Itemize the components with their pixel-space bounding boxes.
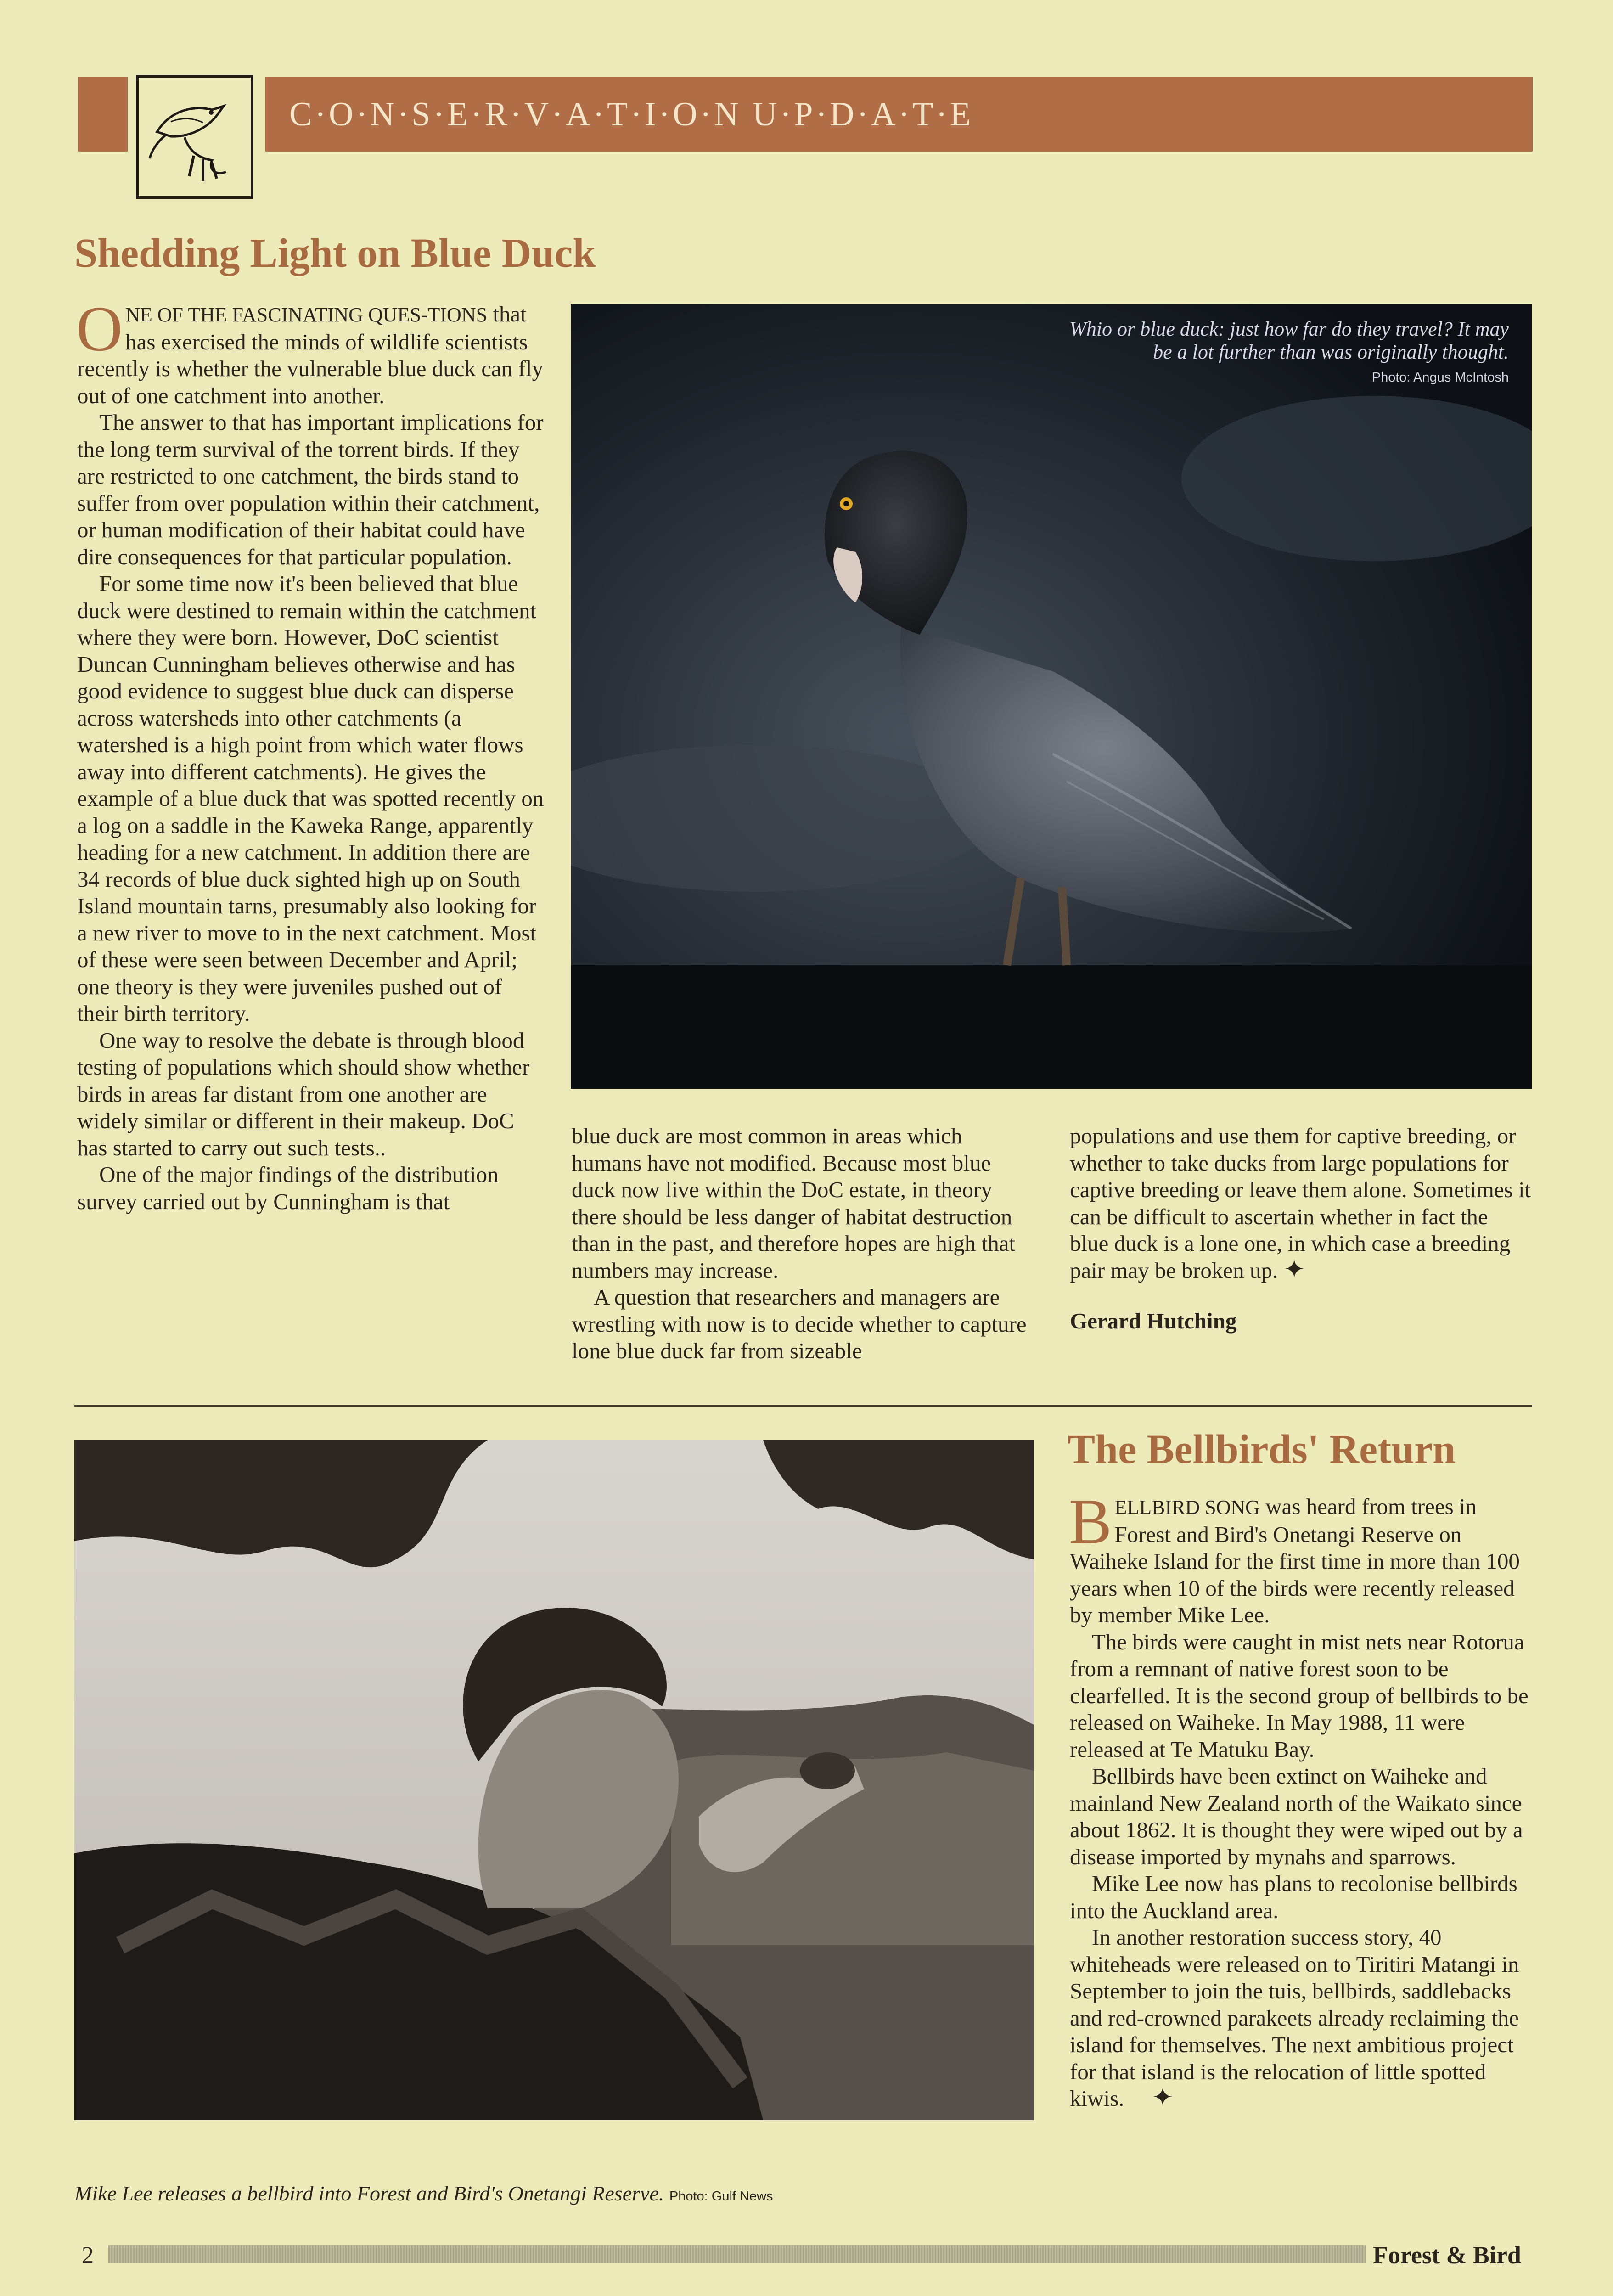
paragraph-text: that has exercised the minds of wildlife scientists recently is whether the vulnerable blue duck can fly out of one catchment into another. — [77, 301, 543, 408]
paragraph: Bellbirds have been extinct on Waiheke and mainland New Zealand north of the Waikato since about 1862. It is thought they were wiped out by a disease imported by mynahs and sparrows. — [1070, 1763, 1523, 1869]
lead-caps: ELLBIRD SONG — [1114, 1496, 1260, 1519]
paragraph-text: populations and use them for captive breeding, or whether to take ducks from large populations for captive breeding or leave them alone. Sometimes it can be difficult to ascertain whether in fact the blue duck is a lone one, in which case a breeding pair may be broken up. — [1070, 1123, 1531, 1283]
caption-text: Whio or blue duck: just how far do they travel? It may be a lot further than was originally thought. — [1069, 318, 1509, 363]
lead-paragraph — [1069, 1486, 1534, 1629]
section-title: C·O·N·S·E·R·V·A·T·I·O·N U·P·D·A·T·E — [289, 96, 974, 133]
footer-bar — [108, 2245, 1366, 2263]
photo-credit: Photo: Angus McIntosh — [1371, 370, 1509, 385]
article-headline: The Bellbirds' Return — [1068, 1427, 1456, 1472]
paragraph: One of the major findings of the distribution survey carried out by Cunningham is that — [77, 1162, 499, 1214]
drop-cap: O — [76, 293, 123, 365]
author-byline: Gerard Hutching — [1070, 1308, 1237, 1334]
paragraph-text: In another restoration success story, 40 whiteheads were released on to Tiritiri Matangi in September to join the tuis, bellbirds, saddlebacks and red-crowned parakeets already reclaiming the island for themselves. The next ambitious project for that island is the relocation of little spotted kiwis. — [1070, 1925, 1519, 2111]
article-headline: Shedding Light on Blue Duck — [74, 231, 596, 276]
paragraph — [1070, 1924, 1534, 2112]
bird-logo-icon — [136, 75, 253, 199]
publication-name: Forest & Bird — [1373, 2241, 1521, 2269]
article-column-3 — [1070, 1123, 1532, 1380]
mike-lee-photo — [74, 1440, 1034, 2120]
paragraph — [1070, 1123, 1532, 1284]
end-mark-bird-icon: ✦ — [1152, 2083, 1174, 2112]
paragraph: The answer to that has important implications for the long term survival of the torrent birds. If they are restricted to one catchment, the birds stand to suffer from over population within their catchment, or human modification of their habitat could have dire consequences for that particular population. — [77, 410, 544, 569]
photo-credit: Photo: Gulf News — [669, 2189, 773, 2204]
lead-paragraph — [76, 293, 545, 409]
blue-duck-photo — [571, 304, 1532, 1089]
paragraph: Mike Lee now has plans to recolonise bellbirds into the Auckland area. — [1070, 1871, 1517, 1923]
paragraph: blue duck are most common in areas which humans have not modified. Because most blue duck now live within the DoC estate, in theory there should be less danger of habitat destruction than in the past, and therefore hopes are high that numbers may increase. — [572, 1123, 1016, 1283]
paragraph: For some time now it's been believed that blue duck were destined to remain within the catchment where they were born. However, DoC scientist Duncan Cunningham believes otherwise and has good evidence to suggest blue duck can disperse across watersheds into other catchments (a watershed is a high point from which water flows away into different catchments). He gives the example of a blue duck that was spotted recently on a log on a saddle in the Kaweka Range, apparently heading for a new catchment. In addition there are 34 records of blue duck sighted high up on South Island mountain tarns, presumably also looking for a new river to move to in the next catchment. Most of these were seen between December and April; one theory is they were juveniles pushed out of their birth territory. — [77, 571, 544, 1026]
paragraph: One way to resolve the debate is through blood testing of populations which should show whether birds in areas far distant from one another are widely similar or different in their makeup. DoC has started to carry out such tests.. — [77, 1027, 530, 1160]
page-number: 2 — [82, 2242, 94, 2268]
header-band-left — [78, 77, 128, 152]
paragraph: The birds were caught in mist nets near Rotorua from a remnant of native forest soon to be clearfelled. It is the second group of bellbirds to be released on Waiheke. In May 1988, 11 were released at Te Matuku Bay. — [1070, 1629, 1529, 1762]
paragraph: A question that researchers and managers are wrestling with now is to decide whether to capture lone blue duck far from sizeable — [572, 1284, 1027, 1363]
paragraph-text: was heard from trees in Forest and Bird's Onetangi Reserve on Waiheke Island for the first time in more than 100 years when 10 of the birds were recently released by member Mike Lee. — [1070, 1494, 1520, 1627]
drop-cap: B — [1069, 1486, 1112, 1557]
end-mark-bird-icon: ✦ — [1283, 1255, 1305, 1284]
caption-text: Mike Lee releases a bellbird into Forest and Bird's Onetangi Reserve. — [74, 2182, 664, 2205]
photo-caption — [74, 2181, 773, 2206]
article-2-column — [1069, 1486, 1534, 2191]
photo-caption — [1050, 318, 1509, 389]
section-divider — [74, 1405, 1532, 1407]
article-column-1 — [76, 293, 545, 1380]
lead-caps: NE OF THE FASCINATING QUES-TIONS — [125, 304, 488, 326]
article-column-2 — [572, 1123, 1035, 1380]
